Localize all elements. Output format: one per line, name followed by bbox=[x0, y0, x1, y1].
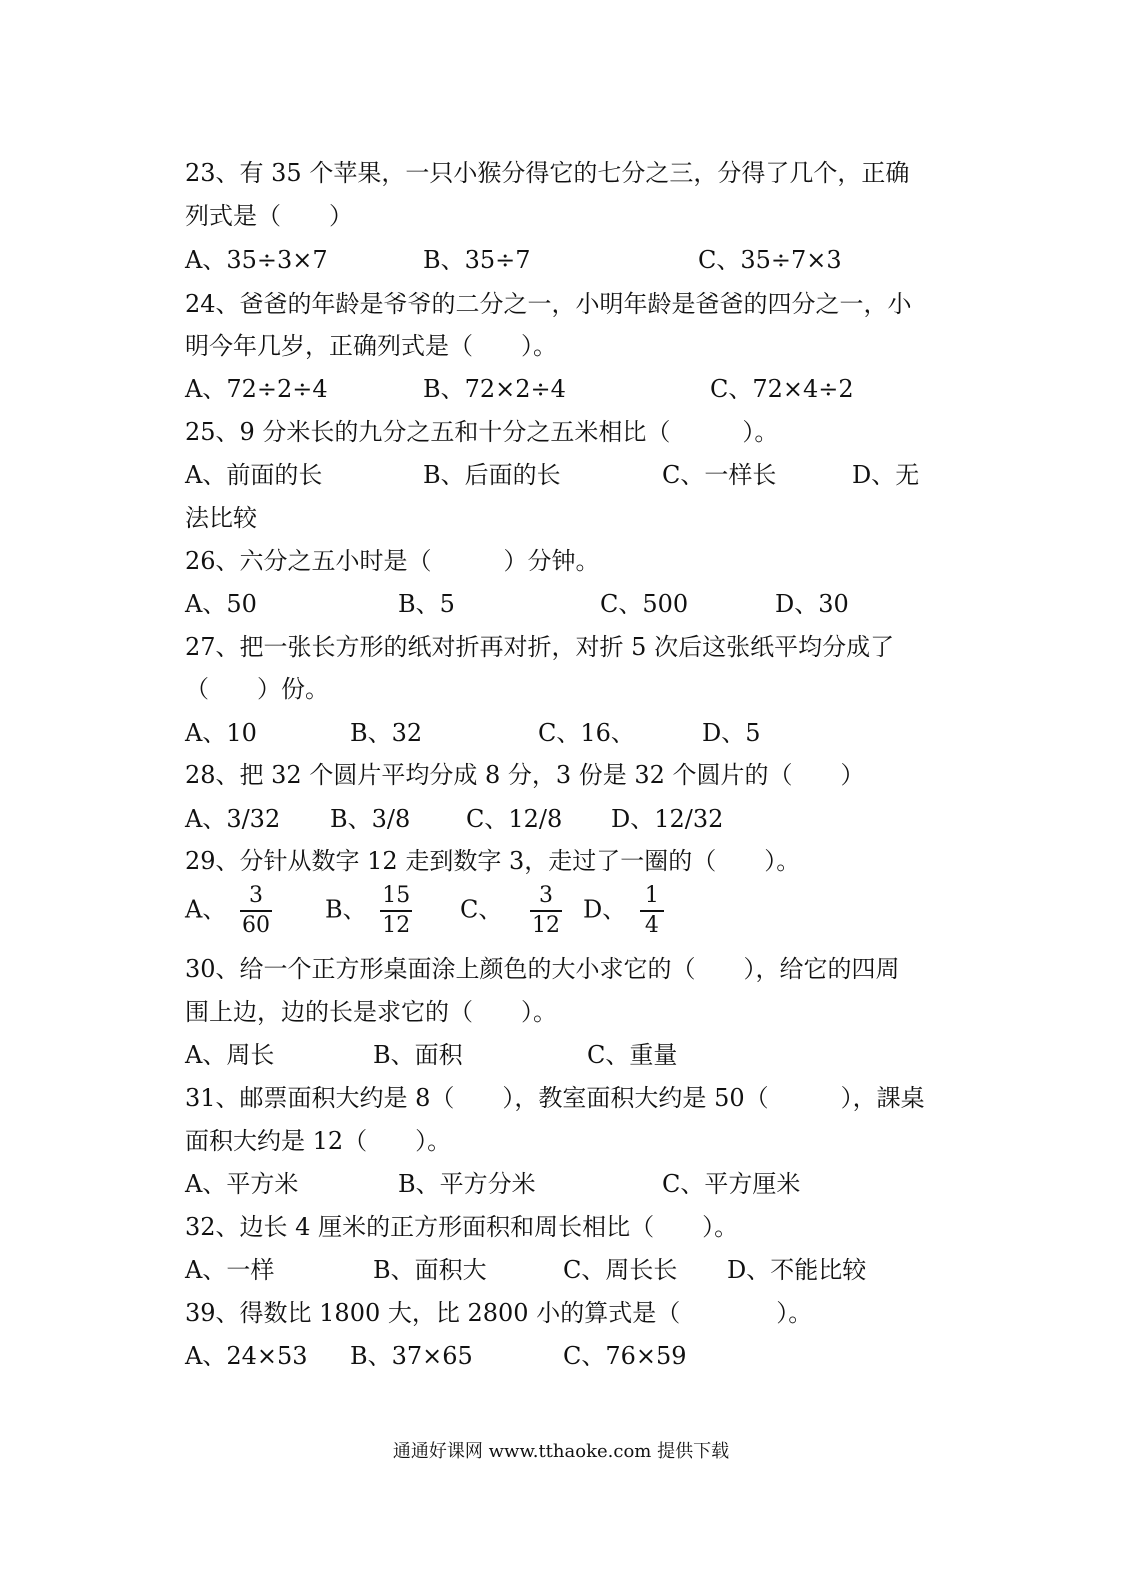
q32-option-b: B、面积大 bbox=[373, 1256, 487, 1284]
q25-option-c: C、一样长 bbox=[662, 461, 777, 489]
q31-option-a: A、平方米 bbox=[185, 1170, 299, 1198]
fraction-numerator: 3 bbox=[539, 883, 554, 908]
q30-option-b: B、面积 bbox=[373, 1041, 463, 1069]
q27-option-b: B、32 bbox=[350, 719, 423, 747]
q30-line-1: 30、给一个正方形桌面涂上颜色的大小求它的（ ），给它的四周 bbox=[185, 955, 900, 983]
q25-option-b: B、后面的长 bbox=[423, 461, 561, 489]
q29-line-1: 29、分针从数字 12 走到数字 3，走过了一圈的（ ）。 bbox=[185, 847, 801, 875]
fraction-numerator: 1 bbox=[644, 883, 659, 908]
q24-option-b: B、72×2÷4 bbox=[423, 375, 566, 403]
q31-line-2: 面积大约是 12（ ）。 bbox=[185, 1127, 452, 1155]
q27-line-1: 27、把一张长方形的纸对折再对折，对折 5 次后这张纸平均分成了 bbox=[185, 633, 895, 661]
q30-line-2: 围上边，边的长是求它的（ ）。 bbox=[185, 998, 557, 1026]
q26-option-c: C、500 bbox=[600, 590, 689, 618]
fraction-denominator: 12 bbox=[382, 913, 411, 938]
q28-option-c: C、12/8 bbox=[466, 805, 563, 833]
q24-line-1: 24、爸爸的年龄是爷爷的二分之一，小明年龄是爸爸的四分之一，小 bbox=[185, 290, 912, 318]
q25-option-d: D、无 bbox=[852, 461, 920, 489]
q24-line-2: 明今年几岁，正确列式是（ ）。 bbox=[185, 332, 557, 360]
q39-option-a: A、24×53 bbox=[185, 1342, 308, 1370]
q32-option-c: C、周长长 bbox=[563, 1256, 678, 1284]
q27-option-c: C、16、 bbox=[538, 719, 635, 747]
fraction-bar bbox=[530, 910, 562, 912]
fraction-bar bbox=[240, 910, 272, 912]
fraction-denominator: 12 bbox=[532, 913, 561, 938]
fraction-bar bbox=[640, 910, 664, 912]
q29-option-d bbox=[583, 884, 664, 938]
q26-option-a: A、50 bbox=[185, 590, 257, 618]
q39-line-1: 39、得数比 1800 大，比 2800 小的算式是（ ）。 bbox=[185, 1299, 813, 1327]
q29-option-d-label: D、 bbox=[583, 895, 627, 924]
q28-line-1: 28、把 32 个圆片平均分成 8 分，3 份是 32 个圆片的（ ） bbox=[185, 761, 865, 789]
q39-option-c: C、76×59 bbox=[563, 1342, 687, 1370]
q24-option-a: A、72÷2÷4 bbox=[185, 375, 328, 403]
q28-option-b: B、3/8 bbox=[330, 805, 411, 833]
q31-option-c: C、平方厘米 bbox=[662, 1170, 801, 1198]
q23-option-c: C、35÷7×3 bbox=[698, 246, 842, 274]
q31-line-1: 31、邮票面积大约是 8（ ），教室面积大约是 50（ ），課桌 bbox=[185, 1084, 925, 1112]
fraction-bar bbox=[380, 910, 412, 912]
q29-option-b-label: B、 bbox=[325, 895, 367, 924]
q29-option-a bbox=[185, 884, 272, 938]
q29-option-b bbox=[325, 884, 412, 938]
q29-option-c bbox=[460, 884, 562, 938]
q27-line-2: （ ）份。 bbox=[185, 675, 329, 703]
q29-option-d-fraction bbox=[640, 884, 664, 938]
q39-option-b: B、37×65 bbox=[350, 1342, 473, 1370]
q27-option-d: D、5 bbox=[702, 719, 761, 747]
q30-option-a: A、周长 bbox=[185, 1041, 275, 1069]
q27-option-a: A、10 bbox=[185, 719, 257, 747]
q32-option-d: D、不能比较 bbox=[727, 1256, 867, 1284]
q32-option-a: A、一样 bbox=[185, 1256, 275, 1284]
q29-option-a-fraction bbox=[240, 884, 272, 938]
q28-option-a: A、3/32 bbox=[185, 805, 281, 833]
q28-option-d: D、12/32 bbox=[611, 805, 724, 833]
q23-option-b: B、35÷7 bbox=[423, 246, 531, 274]
q29-option-c-fraction bbox=[530, 884, 562, 938]
q29-option-b-fraction bbox=[380, 884, 412, 938]
q26-line-1: 26、六分之五小时是（ ）分钟。 bbox=[185, 547, 600, 575]
q23-line-1: 23、有 35 个苹果，一只小猴分得它的七分之三，分得了几个，正确 bbox=[185, 159, 910, 187]
q23-line-2: 列式是（ ） bbox=[185, 202, 353, 230]
q23-option-a: A、35÷3×7 bbox=[185, 246, 328, 274]
q31-option-b: B、平方分米 bbox=[398, 1170, 536, 1198]
q29-option-a-label: A、 bbox=[185, 895, 227, 924]
q25-line-1: 25、9 分米长的九分之五和十分之五米相比（ ）。 bbox=[185, 418, 779, 446]
q32-line-1: 32、边长 4 厘米的正方形面积和周长相比（ ）。 bbox=[185, 1213, 739, 1241]
q25-option-d-wrap: 法比较 bbox=[185, 504, 257, 532]
fraction-denominator: 60 bbox=[241, 913, 270, 938]
q26-option-d: D、30 bbox=[775, 590, 849, 618]
q30-option-c: C、重量 bbox=[587, 1041, 678, 1069]
fraction-denominator: 4 bbox=[644, 913, 659, 938]
q29-option-c-label: C、 bbox=[460, 895, 503, 924]
q26-option-b: B、5 bbox=[398, 590, 455, 618]
q25-option-a: A、前面的长 bbox=[185, 461, 323, 489]
fraction-numerator: 3 bbox=[248, 883, 263, 908]
q24-option-c: C、72×4÷2 bbox=[710, 375, 854, 403]
footer-source-note: 通通好课网 www.tthaoke.com 提供下载 bbox=[392, 1441, 730, 1462]
fraction-numerator: 15 bbox=[382, 883, 411, 908]
